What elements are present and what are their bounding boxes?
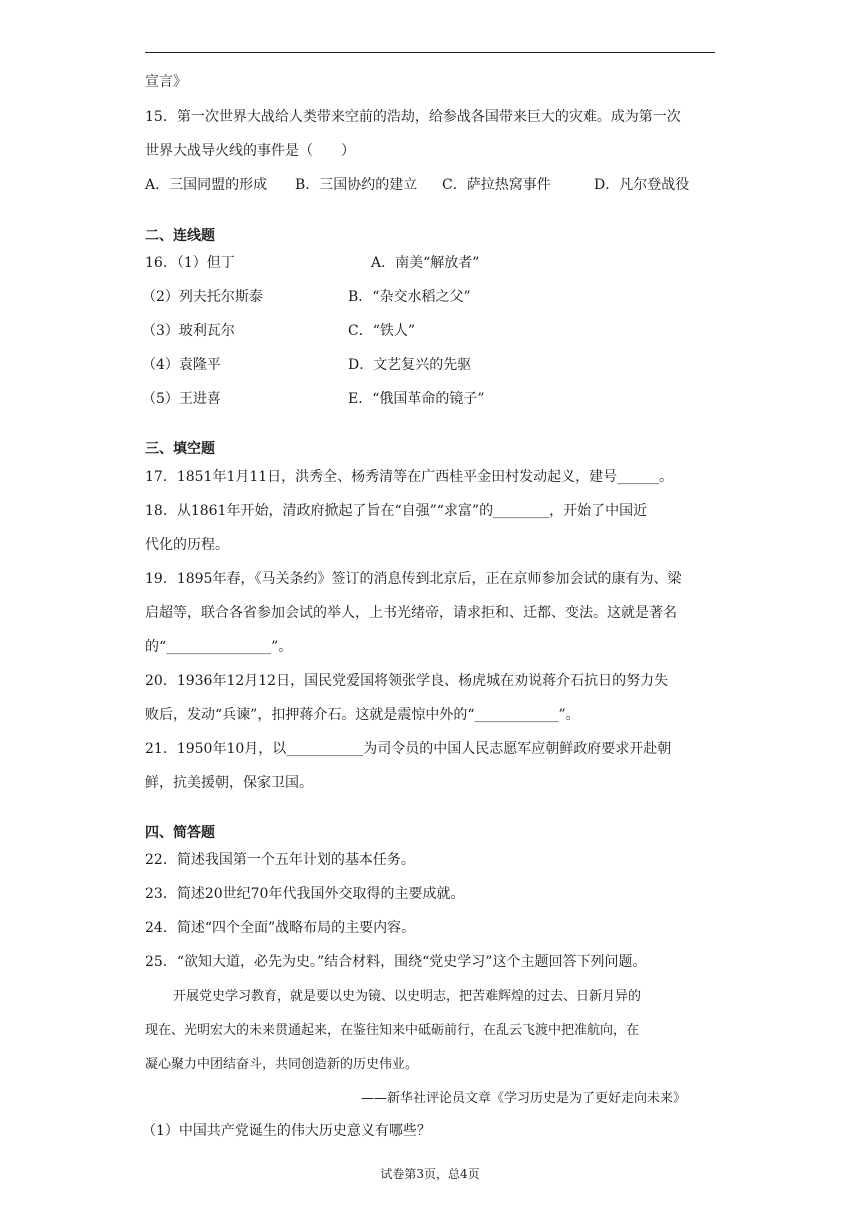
match-left-4: （4）袁隆平 bbox=[142, 357, 221, 373]
q15-option-c: C．萨拉热窝事件 bbox=[442, 177, 551, 193]
q22-text: 22．简述我国第一个五年计划的基本任务。 bbox=[145, 852, 415, 868]
match-left-1: 16．（1）但丁 bbox=[145, 255, 235, 271]
q15-line-1: 15．第一次世界大战给人类带来空前的浩劫，给参战各国带来巨大的灾难。成为第一次 bbox=[145, 109, 681, 125]
match-right-e: E．“俄国革命的镜子” bbox=[348, 391, 485, 407]
match-left-2: （2）列夫托尔斯泰 bbox=[142, 289, 263, 305]
q21-line-2: 鲜，抗美援朝，保家卫国。 bbox=[145, 775, 313, 791]
q18-line-2: 代化的历程。 bbox=[145, 537, 229, 553]
q21-line-1: 21．1950年10月，以___________为司令员的中国人民志愿军应朝鲜政府要求开赴朝 bbox=[145, 741, 672, 757]
material-line-2: 现在、光明宏大的未来贯通起来，在鉴往知来中砥砺前行，在乱云飞渡中把准航向，在 bbox=[145, 1023, 640, 1038]
q15-option-d: D．凡尔登战役 bbox=[594, 177, 690, 193]
q15-option-a: A．三国同盟的形成 bbox=[145, 177, 268, 193]
q24-text: 24．简述“四个全面”战略布局的主要内容。 bbox=[145, 920, 416, 936]
material-line-1: 开展党史学习教育，就是要以史为镜、以史明志，把苦难辉煌的过去、日新月异的 bbox=[173, 989, 642, 1004]
q25-text: 25．“欲知大道，必先为史。”结合材料，围绕“党史学习”这个主题回答下列问题。 bbox=[145, 954, 647, 970]
section-4-heading: 四、简答题 bbox=[145, 825, 215, 841]
match-right-a: A．南美“解放者” bbox=[371, 255, 480, 271]
q25-sub-1: （1）中国共产党诞生的伟大历史意义有哪些？ bbox=[142, 1123, 431, 1139]
q19-line-1: 19．1895年春，《马关条约》签订的消息传到北京后，正在京师参加会试的康有为、梁 bbox=[145, 571, 682, 587]
match-left-3: （3）玻利瓦尔 bbox=[142, 323, 235, 339]
q18-line-1: 18．从1861年开始，清政府掀起了旨在“自强”“求富”的________，开始了中国近 bbox=[145, 503, 648, 519]
q19-line-3: 的“_______________”。 bbox=[145, 639, 293, 655]
page-footer: 试卷第3页，总4页 bbox=[380, 1167, 480, 1181]
material-line-3: 凝心聚力中团结奋斗，共同创造新的历史伟业。 bbox=[145, 1057, 419, 1072]
q19-line-2: 启超等，联合各省参加会试的举人，上书光绪帝，请求拒和、迁都、变法。这就是著名 bbox=[145, 605, 677, 621]
header-rule bbox=[145, 52, 715, 53]
match-right-d: D．文艺复兴的先驱 bbox=[348, 357, 472, 373]
section-2-heading: 二、连线题 bbox=[145, 228, 215, 244]
q20-line-2: 败后，发动“兵谏”，扣押蒋介石。这就是震惊中外的“____________”。 bbox=[145, 707, 580, 723]
q20-line-1: 20．1936年12月12日，国民党爱国将领张学良、杨虎城在劝说蒋介石抗日的努力失 bbox=[145, 673, 669, 689]
match-right-b: B．“杂交水稻之父” bbox=[348, 289, 471, 305]
carryover-text: 宣言》 bbox=[145, 74, 187, 90]
q15-line-2: 世界大战导火线的事件是（ ） bbox=[145, 143, 355, 159]
match-left-5: （5）王进喜 bbox=[142, 391, 221, 407]
match-right-c: C．“铁人” bbox=[348, 323, 416, 339]
q15-option-b: B．三国协约的建立 bbox=[295, 177, 418, 193]
section-3-heading: 三、填空题 bbox=[145, 441, 215, 457]
material-source: ——新华社评论员文章《学习历史是为了更好走向未来》 bbox=[361, 1091, 687, 1106]
q17-text: 17．1851年1月11日，洪秀全、杨秀清等在广西桂平金田村发动起义，建号______。 bbox=[145, 469, 674, 485]
q23-text: 23．简述20世纪70年代我国外交取得的主要成就。 bbox=[145, 886, 465, 902]
